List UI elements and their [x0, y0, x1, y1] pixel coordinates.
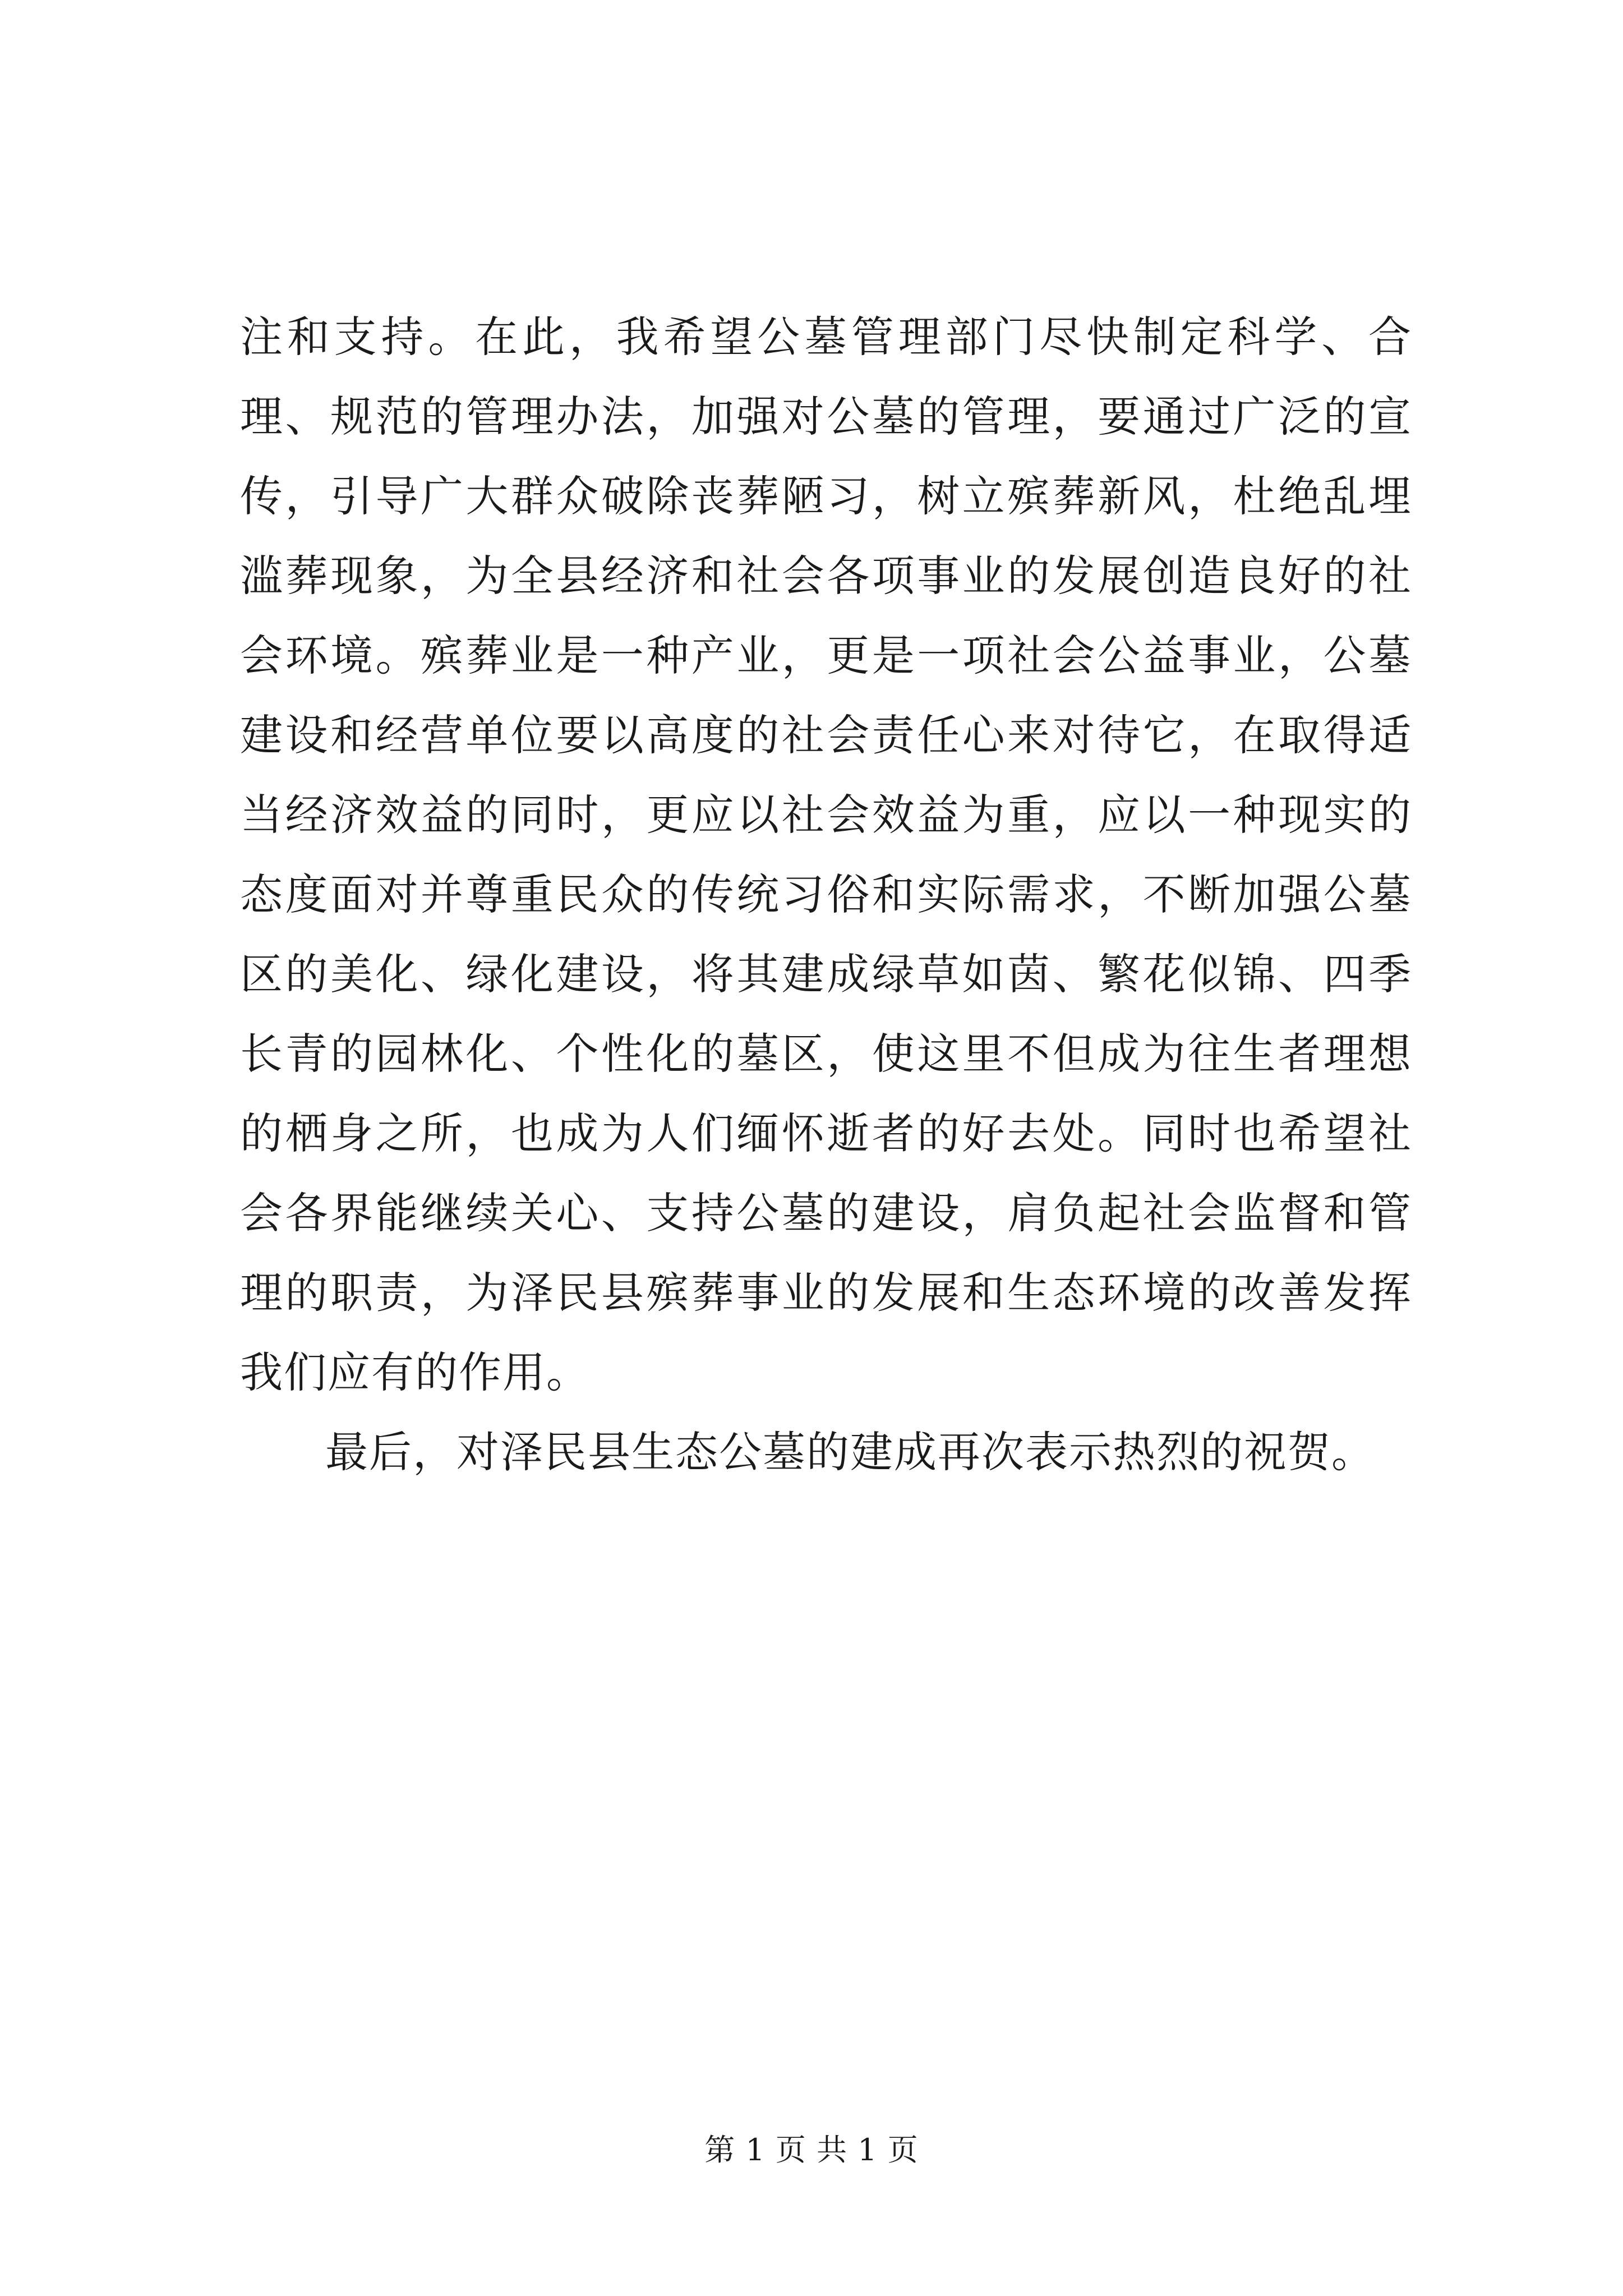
document-body [240, 297, 1412, 1492]
page-footer: 第 1 页 共 1 页 [704, 2132, 919, 2168]
paragraph-closing: 最后，对泽民县生态公墓的建成再次表示热烈的祝贺。 [325, 1427, 1375, 1477]
paragraph-continuation: 注和支持。在此，我希望公墓管理部门尽快制定科学、合理、规范的管理办法，加强对公墓的管理，要通过广泛的宣传，引导广大群众破除丧葬陋习，树立殡葬新风，杜绝乱埋滥葬现象，为全县经济和社会各项事业的发展创造良好的社会环境。殡葬业是一种产业，更是一项社会公益事业，公墓建设和经营单位要以高度的社会责任心来对待它，在取得适当经济效益的同时，更应以社会效益为重，应以一种现实的态度面对并尊重民众的传统习俗和实际需求，不断加强公墓区的美化、绿化建设，将其建成绿草如茵、繁花似锦、四季长青的园林化、个性化的墓区，使这里不但成为往生者理想的栖身之所，也成为人们缅怀逝者的好去处。同时也希望社会各界能继续关心、支持公墓的建设，肩负起社会监督和管理的职责，为泽民县殡葬事业的发展和生态环境的改善发挥我们应有的作用。 [240, 312, 1412, 1397]
